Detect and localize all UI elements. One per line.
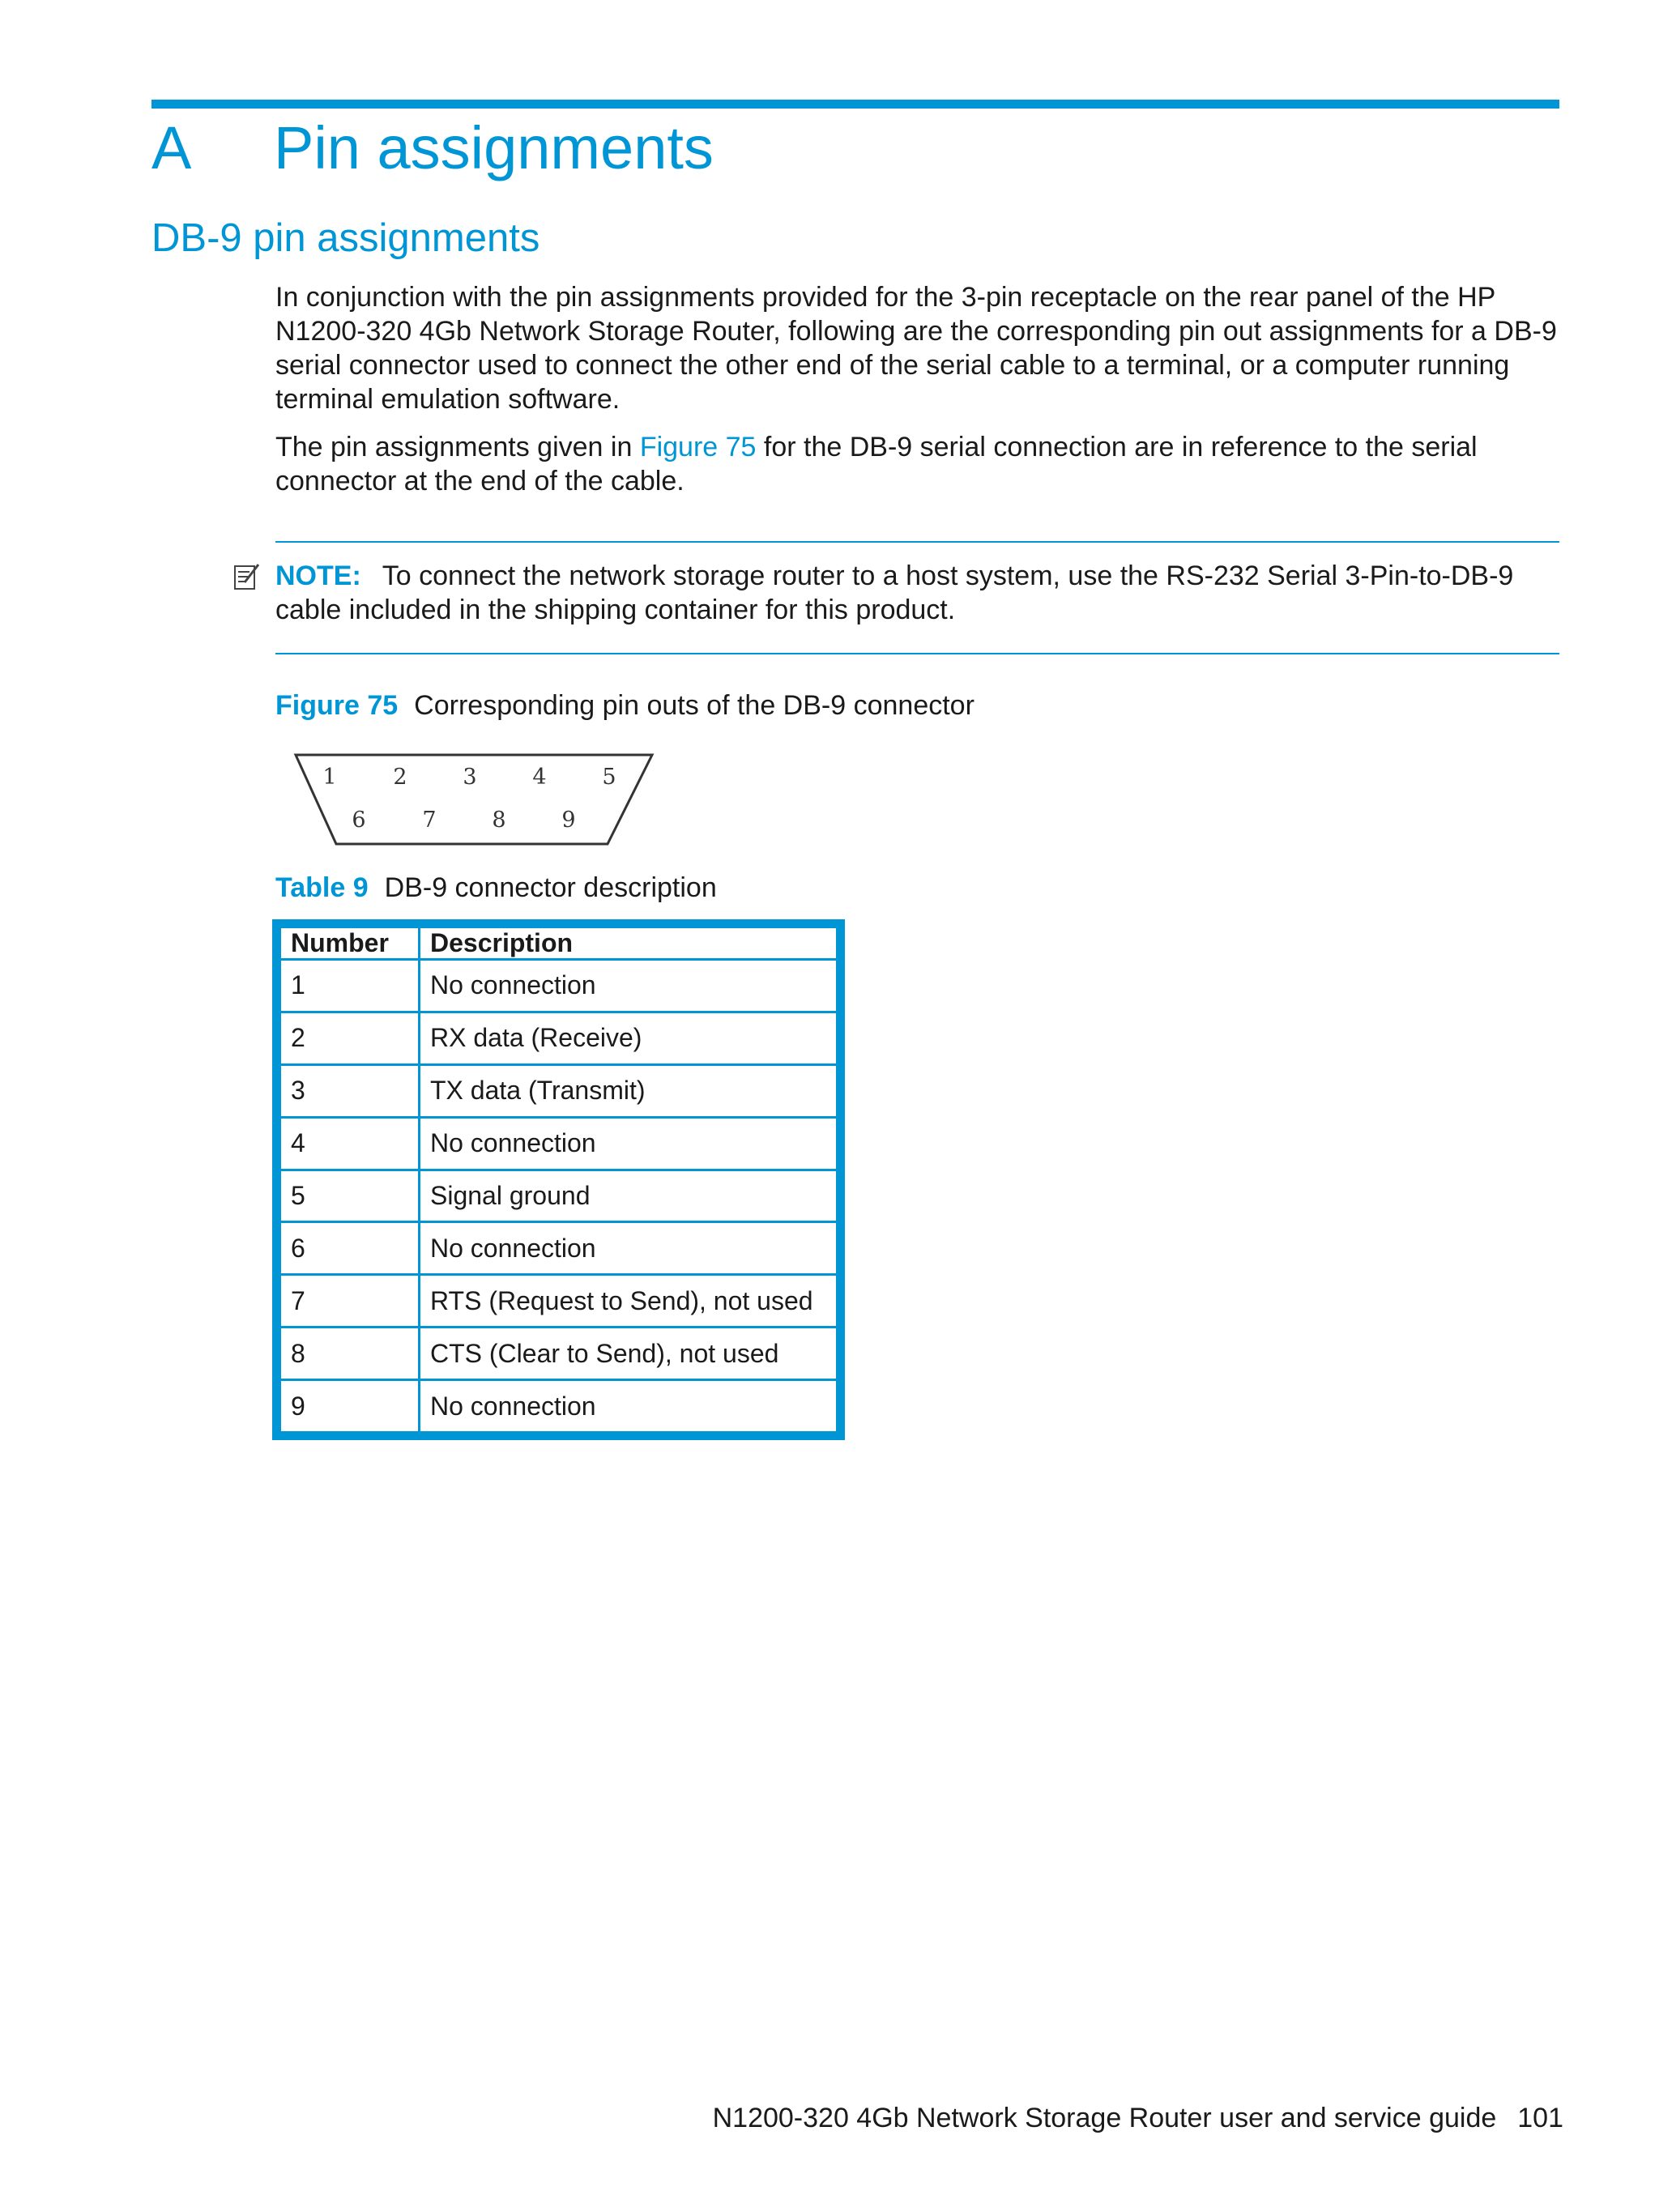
table-caption (275, 871, 717, 905)
cell-number: 3 (280, 1064, 420, 1117)
cell-number: 6 (280, 1222, 420, 1275)
pin-label-1: 1 (322, 765, 337, 790)
column-header-description: Description (420, 927, 838, 960)
pin-label-4: 4 (532, 765, 547, 790)
cell-number: 2 (280, 1012, 420, 1064)
cell-description: CTS (Clear to Send), not used (420, 1328, 838, 1380)
table-header-row (280, 927, 838, 960)
figure-caption (275, 688, 975, 722)
table-row (280, 1328, 838, 1380)
table-row (280, 1380, 838, 1433)
table-row (280, 1012, 838, 1064)
figure-75-link[interactable]: Figure 75 (639, 432, 757, 462)
cell-number: 7 (280, 1275, 420, 1328)
table-row (280, 1222, 838, 1275)
table-caption-text: DB-9 connector description (384, 872, 717, 903)
cell-number: 5 (280, 1170, 420, 1222)
cell-description: RX data (Receive) (420, 1012, 838, 1064)
intro-paragraph: In conjunction with the pin assignments provided for the 3-pin receptacle on the rear panel of the HP N1200-320 4Gb Network Storage Router, following are the corresponding pin out assignments for a DB-9 serial connector used to connect the other end of the serial cable to a terminal, or a computer running terminal emulation software. (275, 282, 1557, 415)
cell-number: 1 (280, 960, 420, 1012)
cell-description: Signal ground (420, 1170, 838, 1222)
pin-label-7: 7 (422, 808, 437, 833)
footer-text: N1200-320 4Gb Network Storage Router user and service guide (712, 2103, 1497, 2133)
cell-number: 4 (280, 1117, 420, 1170)
chapter-letter: A (151, 114, 192, 181)
cell-description: TX data (Transmit) (420, 1064, 838, 1117)
table-row (280, 1170, 838, 1222)
cell-description: No connection (420, 1380, 838, 1433)
paragraph-text: for the DB-9 serial connection are in reference to the serial connector at the end of the cable. (275, 432, 1478, 497)
column-header-number: Number (280, 927, 420, 960)
cell-number: 8 (280, 1328, 420, 1380)
note-icon (233, 561, 261, 590)
note-label: NOTE: (275, 560, 361, 591)
reference-paragraph (275, 430, 1563, 498)
db9-connector-diagram (288, 744, 660, 857)
table-row (280, 1064, 838, 1117)
cell-description: No connection (420, 960, 838, 1012)
note-bottom-rule (275, 653, 1559, 654)
chapter-title: Pin assignments (274, 114, 714, 181)
table-row (280, 1117, 838, 1170)
pin-label-9: 9 (561, 808, 576, 833)
figure-label: Figure 75 (275, 690, 399, 721)
page-number: 101 (1517, 2103, 1563, 2133)
cell-description: RTS (Request to Send), not used (420, 1275, 838, 1328)
figure-caption-text: Corresponding pin outs of the DB-9 connector (414, 690, 975, 721)
pin-label-6: 6 (352, 808, 366, 833)
note-top-rule (275, 541, 1559, 543)
section-title: DB-9 pin assignments (151, 216, 540, 260)
page-footer (713, 2101, 1563, 2135)
note-text: To connect the network storage router to a host system, use the RS-232 Serial 3-Pin-to-DB-9 cable included in the shipping container for this product. (275, 560, 1514, 625)
cell-number: 9 (280, 1380, 420, 1433)
pin-table (272, 919, 845, 1440)
pin-label-2: 2 (393, 765, 407, 790)
pin-label-3: 3 (463, 765, 477, 790)
cell-description: No connection (420, 1222, 838, 1275)
cell-description: No connection (420, 1117, 838, 1170)
table-row (280, 960, 838, 1012)
chapter-rule (151, 100, 1559, 109)
paragraph-text: The pin assignments given in (275, 432, 640, 462)
table-row (280, 1275, 838, 1328)
pin-label-8: 8 (492, 808, 506, 833)
table-label: Table 9 (275, 872, 369, 903)
note (275, 559, 1563, 627)
pin-label-5: 5 (602, 765, 616, 790)
